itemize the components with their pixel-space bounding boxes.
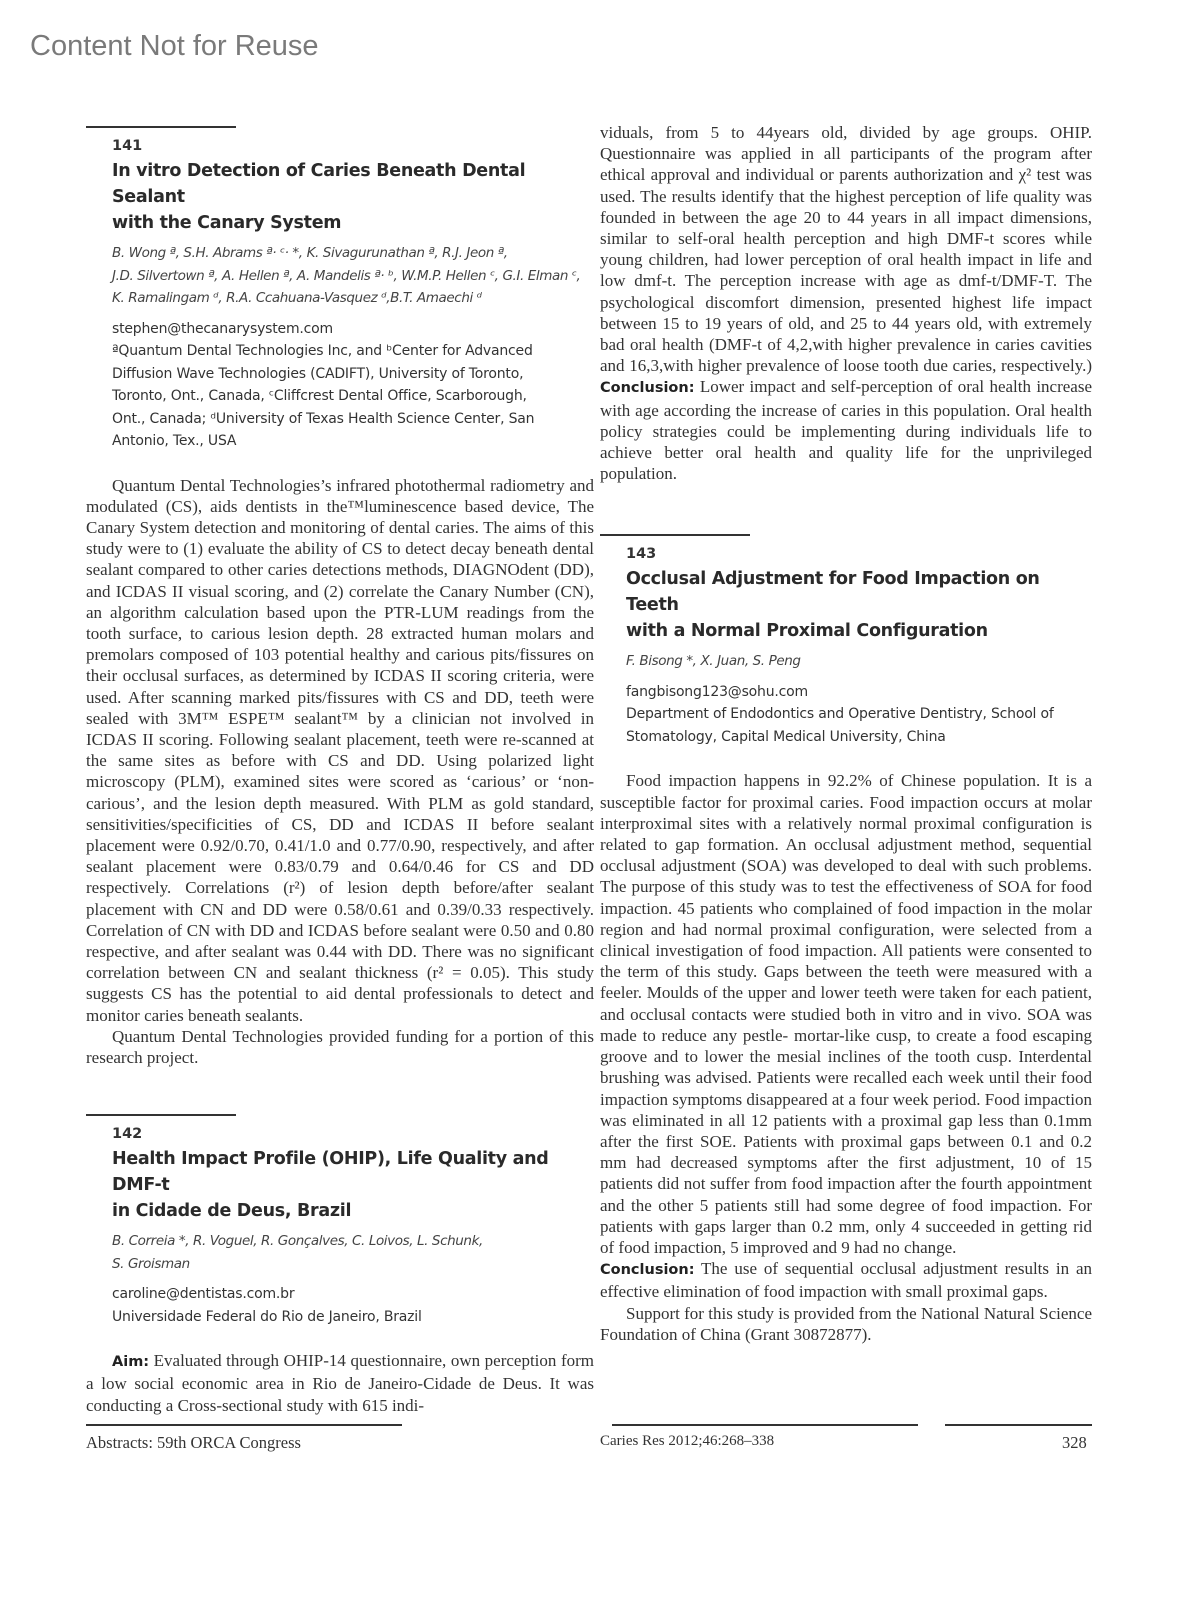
body-paragraph: Quantum Dental Technologies’s infrared photothermal radiometry and modulated (CS), aids dentists in the™luminescence based device, The Canary System detection and monitoring of dental caries. The aims of this study were to (1) evaluate the ability of CS to detect decay beneath dental sealant compared to other caries detections methods, DIAGNOdent (DD), and ICDAS II visual scoring, and (2) correlate the Canary Number (CN), an algorithm calculation based upon the PTR-LUM readings from the tooth surface, to carious lesion depth. 28 extracted human molars and premolars composed of 103 potential healthy and carious pits/fissures on their occlusal surfaces, as determined by ICDAS II scoring criteria, were used. After scanning marked pits/fissures with CS and DD, teeth were sealed with 3M™ ESPE™ sealant™ by a clinician not involved in ICDAS II scoring. Following sealant placement, teeth were re-scanned at the same sites as before with CS and DD. Using polarized light microscopy (PLM), examined sites were scored as ‘carious’ or ‘non-carious’, and the lesion depth measured. With PLM as gold standard, sensitivities/specificities of CS, DD and ICDAS II before sealant placement were 0.92/0.70, 0.41/1.0 and 0.77/0.90, respectively, and after sealant placement were 0.83/0.79 and 0.64/0.46 for CS and DD respectively. Correlations (r²) of lesion depth before/after sealant placement with CN and DD were 0.58/0.61 and 0.39/0.33 respectively. Correlation of CN with DD and ICDAS before sealant were 0.50 and 0.80 respective, and after sealant was 0.44 with DD. There was no significant correlation between CN and sealant thickness (r² = 0.05). This study suggests CS has the potential to aid dental professionals to detect and monitor caries beneath sealants. [86, 475, 594, 1025]
funding-paragraph: Support for this study is provided from the National Natural Science Foundation of China (Grant 30872877). [600, 1303, 1092, 1344]
title-line: Health Impact Profile (OHIP), Life Quality and DMF-t [112, 1149, 549, 1196]
section-rule [600, 534, 750, 536]
conclusion-paragraph [600, 1258, 1092, 1302]
page-number: 328 [1062, 1433, 1087, 1452]
aim-paragraph [86, 1350, 594, 1416]
abstract-title [112, 158, 594, 236]
section-rule [86, 1114, 236, 1116]
aim-text: Evaluated through OHIP-14 questionnaire, own perception form a low social economic area in Rio de Janeiro-Cidade de Deus. It was conducting a Cross-sectional study with 615 indi- [86, 1351, 594, 1415]
watermark: Content Not for Reuse [30, 30, 319, 62]
affiliation-line: Stomatology, Capital Medical University, China [626, 728, 946, 745]
abstract-number: 143 [626, 546, 657, 563]
conclusion-text: The use of sequential occlusal adjustment results in an effective elimination of food impaction with small proximal gaps. [600, 1259, 1092, 1302]
aim-label: Aim: [112, 1354, 150, 1371]
affiliation-line: Toronto, Ont., Canada, ᶜCliffcrest Dental Office, Scarborough, [112, 388, 527, 404]
affiliation-line: Antonio, Tex., USA [112, 433, 237, 449]
abstract-title [626, 566, 1092, 644]
title-line: in Cidade de Deus, Brazil [112, 1201, 352, 1222]
author-list [112, 242, 594, 310]
title-line: with a Normal Proximal Configuration [626, 621, 988, 642]
right-column [600, 122, 1092, 1345]
footer-journal-section: Abstracts: 59th ORCA Congress [86, 1433, 301, 1452]
footer-rule-right [945, 1424, 1092, 1426]
abstract-141 [86, 126, 594, 1068]
author-line: B. Correia *, R. Voguel, R. Gonçalves, C. Loivos, L. Schunk, [112, 1233, 483, 1250]
abstract-number: 141 [112, 138, 143, 154]
main-text: Food impaction happens in 92.2% of Chinese population. It is a susceptible factor for proximal caries. Food impaction occurs at molar interproximal sites with a relatively normal proximal configuration is related to gap formation. An occlusal adjustment method, sequential occlusal adjustment (SOA) was developed to deal with such problems. The purpose of this study was to test the effectiveness of SOA for food impaction. 45 patients who complained of food impaction in the molar region and had normal proximal configuration, were selected from a clinical investigation of food impaction. All patients were consented to the term of this study. Gaps between the teeth were measured with a feeler. Moulds of the upper and lower teeth were taken for each patient, and occlusal contacts were studied both in vitro and in vivo. SOA was made to reduce any pestle- mortar-like cusp, to create a food escaping groove and to lower the mesial inclines of the tooth cusp. Interdental brushing was advised. Patients were recalled each week until their food impaction symptoms disappeared at a four week period. Food impaction was eliminated in all 12 patients with a proximal gap less than 0.1mm after the first SOE. Patients with proximal gaps between 0.1 and 0.2 mm had decreased symptoms after the first adjustment, 10 of 15 patients did not suffer from food impaction after the fourth appointment and the other 5 patients still had some degree of food impaction. For patients with gaps larger than 0.2 mm, only 4 succeeded in getting rid of food impaction, 5 improved and 9 had no change. [600, 771, 1092, 1257]
abstract-142 [86, 1114, 594, 1416]
body-paragraph [600, 122, 1092, 484]
title-line: Occlusal Adjustment for Food Impaction on Teeth [626, 569, 1040, 616]
title-line: In vitro Detection of Caries Beneath Dental Sealant [112, 161, 526, 207]
affiliation-line: Universidade Federal do Rio de Janeiro, Brazil [112, 1308, 422, 1325]
contact-email: caroline@dentistas.com.br [112, 1286, 295, 1303]
affiliation-line: Department of Endodontics and Operative Dentistry, School of [626, 706, 1054, 723]
conclusion-label: Conclusion: [600, 380, 695, 397]
abstract-body [600, 770, 1092, 1344]
abstract-body [86, 1350, 594, 1416]
author-list [626, 650, 1092, 673]
affiliation-line: ªQuantum Dental Technologies Inc, and ᵇCenter for Advanced [112, 343, 533, 359]
title-line: with the Canary System [112, 213, 342, 233]
conclusion-text: Lower impact and self-perception of oral health increase with age according the increase of caries in this population. Oral health policy strategies could be implementing during individuals life to achieve better oral health and quality life for the unprivileged population. [600, 377, 1093, 484]
author-list [112, 1230, 594, 1275]
affiliation-block [112, 1283, 594, 1328]
abstract-143 [600, 534, 1092, 1344]
contact-email: stephen@thecanarysystem.com [112, 320, 333, 337]
section-rule [86, 126, 236, 128]
abstract-number: 142 [112, 1126, 143, 1143]
footer-citation: Caries Res 2012;46:268–338 [600, 1433, 775, 1449]
abstract-title [112, 1146, 594, 1224]
affiliation-block [626, 681, 1092, 749]
results-text: viduals, from 5 to 44years old, divided by age groups. OHIP. Questionnaire was applied in all participants of the program after ethical approval and individual or parents authorization and χ² test was used. The results identify that the highest perception of life quality was founded in between the age 20 to 44 years in all impact dimensions, similar to self-oral health perception and high DMF-t scores while young children, had lower perception of oral health impact in life and low dmf-t. The perception increase with age as dmf-t/DMF-T. The psychological discomfort dimension, presented highest life impact between 15 to 19 years of old, and 25 to 44 years old, with extremely bad oral health (DMF-t of 4,2,with higher prevalence in caries cavities and 16,3,with higher prevalence of loose tooth due caries, respectively.) [600, 123, 1092, 376]
footer-rule-center [612, 1424, 918, 1426]
abstract-142-continued [600, 122, 1092, 484]
author-line: K. Ramalingam ᵈ, R.A. Ccahuana-Vasquez ᵈ,B.T. Amaechi ᵈ [112, 290, 482, 306]
left-column [86, 126, 594, 1416]
author-line: B. Wong ª, S.H. Abrams ª· ᶜ· *, K. Sivagurunathan ª, R.J. Jeon ª, [112, 245, 508, 261]
affiliation-block [112, 318, 594, 453]
footer-rule-left [86, 1424, 402, 1426]
body-paragraph [600, 770, 1092, 1258]
contact-email: fangbisong123@sohu.com [626, 683, 808, 700]
author-line: J.D. Silvertown ª, A. Hellen ª, A. Mandelis ª· ᵇ, W.M.P. Hellen ᶜ, G.I. Elman ᶜ, [112, 267, 581, 284]
abstract-body [86, 475, 594, 1069]
affiliation-line: Diffusion Wave Technologies (CADIFT), University of Toronto, [112, 365, 524, 382]
author-line: S. Groisman [112, 1255, 190, 1272]
conclusion-label: Conclusion: [600, 1262, 695, 1279]
author-line: F. Bisong *, X. Juan, S. Peng [626, 653, 801, 670]
affiliation-line: Ont., Canada; ᵈUniversity of Texas Health Science Center, San [112, 410, 535, 427]
funding-paragraph: Quantum Dental Technologies provided funding for a portion of this research project. [86, 1026, 594, 1067]
